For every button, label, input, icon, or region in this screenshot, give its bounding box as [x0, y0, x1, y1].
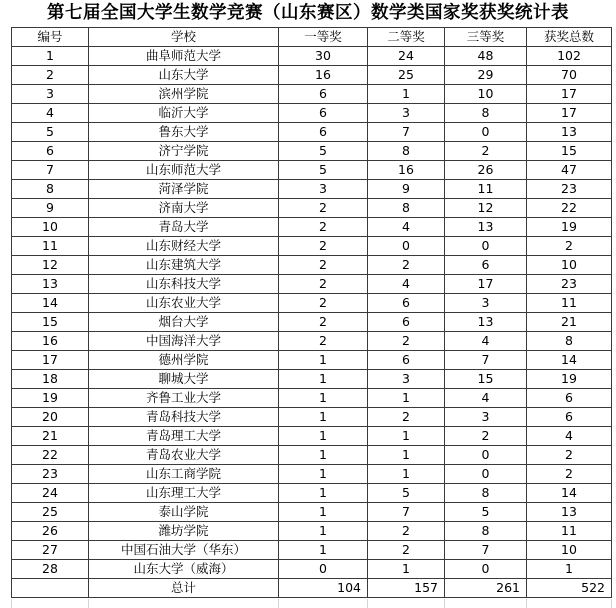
cell-school[interactable]: 鲁东大学 — [89, 123, 279, 142]
cell-total[interactable]: 13 — [527, 123, 612, 142]
cell-second-prize[interactable]: 7 — [368, 123, 445, 142]
cell-no[interactable]: 19 — [12, 389, 89, 408]
cell-school[interactable]: 曲阜师范大学 — [89, 47, 279, 66]
page-title: 第七届全国大学生数学竞赛（山东赛区）数学类国家奖获奖统计表 — [47, 3, 569, 23]
cell-second-prize[interactable]: 1 — [368, 427, 445, 446]
cell-third-prize[interactable]: 3 — [445, 408, 527, 427]
totals-first-prize[interactable]: 104 — [279, 579, 368, 598]
cell-first-prize[interactable]: 2 — [279, 294, 368, 313]
cell-first-prize[interactable]: 2 — [279, 218, 368, 237]
table-row — [12, 541, 612, 560]
cell-second-prize[interactable]: 24 — [368, 47, 445, 66]
cell-second-prize[interactable]: 1 — [368, 465, 445, 484]
cell-third-prize[interactable]: 13 — [445, 218, 527, 237]
cell-school[interactable]: 烟台大学 — [89, 313, 279, 332]
cell-school[interactable]: 滨州学院 — [89, 85, 279, 104]
cell-no[interactable]: 7 — [12, 161, 89, 180]
cell-second-prize[interactable]: 3 — [368, 104, 445, 123]
cell-second-prize[interactable]: 9 — [368, 180, 445, 199]
cell-school[interactable]: 山东科技大学 — [89, 275, 279, 294]
cell-no[interactable]: 4 — [12, 104, 89, 123]
cell-second-prize[interactable]: 2 — [368, 522, 445, 541]
cell-second-prize[interactable]: 5 — [368, 484, 445, 503]
cell-third-prize[interactable]: 0 — [445, 237, 527, 256]
cell-school[interactable]: 德州学院 — [89, 351, 279, 370]
cell-school[interactable]: 聊城大学 — [89, 370, 279, 389]
cell-total[interactable]: 22 — [527, 199, 612, 218]
cell-school[interactable]: 山东大学 — [89, 66, 279, 85]
cell-first-prize[interactable]: 5 — [279, 161, 368, 180]
cell-third-prize[interactable]: 48 — [445, 47, 527, 66]
cell-school[interactable]: 济宁学院 — [89, 142, 279, 161]
cell-no[interactable]: 1 — [12, 47, 89, 66]
table-row — [12, 161, 612, 180]
cell-second-prize[interactable]: 1 — [368, 560, 445, 579]
cell-total[interactable]: 47 — [527, 161, 612, 180]
column-header-no[interactable]: 编号 — [12, 28, 89, 47]
cell-total[interactable]: 14 — [527, 484, 612, 503]
header-row — [12, 28, 612, 47]
table-row — [12, 446, 612, 465]
cell-no[interactable]: 22 — [12, 446, 89, 465]
column-header-total[interactable]: 获奖总数 — [527, 28, 612, 47]
cell-total[interactable]: 70 — [527, 66, 612, 85]
cell-no[interactable]: 24 — [12, 484, 89, 503]
cell-first-prize[interactable]: 1 — [279, 503, 368, 522]
cell-total[interactable]: 19 — [527, 218, 612, 237]
cell-no[interactable]: 2 — [12, 66, 89, 85]
cell-total[interactable]: 11 — [527, 294, 612, 313]
cell-total[interactable]: 2 — [527, 465, 612, 484]
cell-third-prize[interactable]: 13 — [445, 313, 527, 332]
cell-no[interactable]: 13 — [12, 275, 89, 294]
column-header-school[interactable]: 学校 — [89, 28, 279, 47]
table-row — [12, 85, 612, 104]
cell-no[interactable]: 17 — [12, 351, 89, 370]
cell-no[interactable]: 8 — [12, 180, 89, 199]
cell-no[interactable]: 15 — [12, 313, 89, 332]
cell-second-prize[interactable]: 1 — [368, 446, 445, 465]
cell-second-prize[interactable]: 2 — [368, 541, 445, 560]
cell-school[interactable]: 中国石油大学（华东） — [89, 541, 279, 560]
cell-third-prize[interactable]: 7 — [445, 351, 527, 370]
cell-no[interactable]: 9 — [12, 199, 89, 218]
table-row — [12, 199, 612, 218]
cell-third-prize[interactable]: 2 — [445, 427, 527, 446]
cell-first-prize[interactable]: 1 — [279, 389, 368, 408]
table-row — [12, 351, 612, 370]
cell-second-prize[interactable]: 8 — [368, 199, 445, 218]
cell-total[interactable]: 10 — [527, 541, 612, 560]
cell-second-prize[interactable]: 3 — [368, 370, 445, 389]
table-row — [12, 503, 612, 522]
cell-first-prize[interactable]: 1 — [279, 484, 368, 503]
cell-no[interactable]: 26 — [12, 522, 89, 541]
cell-first-prize[interactable]: 30 — [279, 47, 368, 66]
cell-first-prize[interactable]: 2 — [279, 313, 368, 332]
cell-second-prize[interactable]: 4 — [368, 275, 445, 294]
table-row — [12, 370, 612, 389]
cell-total[interactable]: 6 — [527, 389, 612, 408]
cell-second-prize[interactable]: 25 — [368, 66, 445, 85]
cell-no[interactable]: 12 — [12, 256, 89, 275]
cell-third-prize[interactable]: 17 — [445, 275, 527, 294]
table-row — [12, 484, 612, 503]
totals-row — [12, 579, 612, 598]
cell-first-prize[interactable]: 6 — [279, 85, 368, 104]
cell-first-prize[interactable]: 1 — [279, 408, 368, 427]
table-row — [12, 142, 612, 161]
cell-school[interactable]: 山东理工大学 — [89, 484, 279, 503]
cell-first-prize[interactable]: 1 — [279, 522, 368, 541]
table-row — [12, 313, 612, 332]
table-row — [12, 332, 612, 351]
cell-second-prize[interactable]: 6 — [368, 351, 445, 370]
cell-first-prize[interactable]: 2 — [279, 237, 368, 256]
cell-school[interactable]: 青岛大学 — [89, 218, 279, 237]
table-row — [12, 427, 612, 446]
cell-third-prize[interactable]: 4 — [445, 332, 527, 351]
cell-total[interactable]: 8 — [527, 332, 612, 351]
cell-school[interactable]: 山东大学（威海） — [89, 560, 279, 579]
cell-no[interactable]: 14 — [12, 294, 89, 313]
cell-school[interactable]: 青岛科技大学 — [89, 408, 279, 427]
cell-total[interactable]: 15 — [527, 142, 612, 161]
cell-third-prize[interactable]: 2 — [445, 142, 527, 161]
cell-no[interactable]: 6 — [12, 142, 89, 161]
cell-school[interactable]: 齐鲁工业大学 — [89, 389, 279, 408]
cell-no[interactable]: 16 — [12, 332, 89, 351]
cell-third-prize[interactable]: 26 — [445, 161, 527, 180]
cell-total[interactable]: 10 — [527, 256, 612, 275]
cell-third-prize[interactable]: 6 — [445, 256, 527, 275]
table-row — [12, 237, 612, 256]
totals-label[interactable]: 总计 — [89, 579, 279, 598]
cell-school[interactable]: 济南大学 — [89, 199, 279, 218]
cell-third-prize[interactable]: 0 — [445, 465, 527, 484]
cell-no[interactable]: 23 — [12, 465, 89, 484]
cell-school[interactable]: 山东工商学院 — [89, 465, 279, 484]
cell-third-prize[interactable]: 11 — [445, 180, 527, 199]
cell-second-prize[interactable]: 2 — [368, 332, 445, 351]
column-header-second-prize[interactable]: 二等奖 — [368, 28, 445, 47]
cell-third-prize[interactable]: 0 — [445, 560, 527, 579]
cell-no[interactable]: 27 — [12, 541, 89, 560]
cell-third-prize[interactable]: 7 — [445, 541, 527, 560]
cell-third-prize[interactable]: 0 — [445, 123, 527, 142]
cell-first-prize[interactable]: 1 — [279, 541, 368, 560]
cell-school[interactable]: 山东师范大学 — [89, 161, 279, 180]
cell-first-prize[interactable]: 2 — [279, 332, 368, 351]
cell-second-prize[interactable]: 16 — [368, 161, 445, 180]
cell-no[interactable]: 20 — [12, 408, 89, 427]
cell-total[interactable]: 23 — [527, 275, 612, 294]
cell-school[interactable]: 山东财经大学 — [89, 237, 279, 256]
cell-second-prize[interactable]: 8 — [368, 142, 445, 161]
table-row — [12, 294, 612, 313]
cell-total[interactable]: 17 — [527, 85, 612, 104]
cell-second-prize[interactable]: 6 — [368, 294, 445, 313]
cell-third-prize[interactable]: 12 — [445, 199, 527, 218]
cell-total[interactable]: 1 — [527, 560, 612, 579]
totals-third-prize[interactable]: 261 — [445, 579, 527, 598]
table-row — [12, 218, 612, 237]
cell-total[interactable]: 2 — [527, 237, 612, 256]
table-row — [12, 522, 612, 541]
cell-first-prize[interactable]: 16 — [279, 66, 368, 85]
cell-no[interactable]: 11 — [12, 237, 89, 256]
cell-total[interactable]: 14 — [527, 351, 612, 370]
cell-total[interactable]: 4 — [527, 427, 612, 446]
awards-table — [11, 27, 612, 598]
cell-no[interactable]: 10 — [12, 218, 89, 237]
table-row — [12, 104, 612, 123]
table-row — [12, 123, 612, 142]
cell-school[interactable]: 青岛理工大学 — [89, 427, 279, 446]
cell-first-prize[interactable]: 1 — [279, 446, 368, 465]
totals-second-prize[interactable]: 157 — [368, 579, 445, 598]
cell-total[interactable]: 17 — [527, 104, 612, 123]
cell-school[interactable]: 山东农业大学 — [89, 294, 279, 313]
cell-first-prize[interactable]: 0 — [279, 560, 368, 579]
cell-first-prize[interactable]: 2 — [279, 275, 368, 294]
cell-total[interactable]: 19 — [527, 370, 612, 389]
totals-total[interactable]: 522 — [527, 579, 612, 598]
cell-school[interactable]: 菏泽学院 — [89, 180, 279, 199]
cell-school[interactable]: 临沂大学 — [89, 104, 279, 123]
cell-second-prize[interactable]: 1 — [368, 85, 445, 104]
cell-third-prize[interactable]: 5 — [445, 503, 527, 522]
cell-total[interactable]: 2 — [527, 446, 612, 465]
cell-third-prize[interactable]: 15 — [445, 370, 527, 389]
cell-third-prize[interactable]: 8 — [445, 484, 527, 503]
cell-second-prize[interactable]: 1 — [368, 389, 445, 408]
cell-no[interactable]: 18 — [12, 370, 89, 389]
cell-school[interactable]: 山东建筑大学 — [89, 256, 279, 275]
cell-first-prize[interactable]: 1 — [279, 351, 368, 370]
column-header-first-prize[interactable]: 一等奖 — [279, 28, 368, 47]
cell-first-prize[interactable]: 2 — [279, 199, 368, 218]
table-row — [12, 180, 612, 199]
cell-first-prize[interactable]: 6 — [279, 104, 368, 123]
table-row — [12, 47, 612, 66]
spreadsheet-grid-background — [0, 599, 616, 608]
cell-first-prize[interactable]: 1 — [279, 465, 368, 484]
cell-third-prize[interactable]: 8 — [445, 104, 527, 123]
cell-no[interactable]: 5 — [12, 123, 89, 142]
cell-first-prize[interactable]: 2 — [279, 256, 368, 275]
cell-total[interactable]: 102 — [527, 47, 612, 66]
cell-no[interactable]: 3 — [12, 85, 89, 104]
cell-no[interactable]: 28 — [12, 560, 89, 579]
table-row — [12, 389, 612, 408]
table-row — [12, 256, 612, 275]
table-row — [12, 465, 612, 484]
cell-second-prize[interactable]: 7 — [368, 503, 445, 522]
cell-total[interactable]: 11 — [527, 522, 612, 541]
cell-third-prize[interactable]: 3 — [445, 294, 527, 313]
cell-no[interactable]: 21 — [12, 427, 89, 446]
totals-no-cell[interactable] — [12, 579, 89, 598]
cell-third-prize[interactable]: 10 — [445, 85, 527, 104]
table-row — [12, 275, 612, 294]
cell-first-prize[interactable]: 6 — [279, 123, 368, 142]
cell-first-prize[interactable]: 5 — [279, 142, 368, 161]
cell-first-prize[interactable]: 3 — [279, 180, 368, 199]
table-row — [12, 560, 612, 579]
cell-third-prize[interactable]: 29 — [445, 66, 527, 85]
cell-second-prize[interactable]: 6 — [368, 313, 445, 332]
cell-second-prize[interactable]: 2 — [368, 408, 445, 427]
cell-third-prize[interactable]: 0 — [445, 446, 527, 465]
cell-school[interactable]: 中国海洋大学 — [89, 332, 279, 351]
cell-total[interactable]: 23 — [527, 180, 612, 199]
cell-third-prize[interactable]: 4 — [445, 389, 527, 408]
cell-second-prize[interactable]: 0 — [368, 237, 445, 256]
cell-second-prize[interactable]: 2 — [368, 256, 445, 275]
cell-first-prize[interactable]: 1 — [279, 370, 368, 389]
cell-second-prize[interactable]: 4 — [368, 218, 445, 237]
cell-total[interactable]: 21 — [527, 313, 612, 332]
table-row — [12, 66, 612, 85]
table-row — [12, 408, 612, 427]
cell-total[interactable]: 6 — [527, 408, 612, 427]
cell-no[interactable]: 25 — [12, 503, 89, 522]
cell-first-prize[interactable]: 1 — [279, 427, 368, 446]
cell-school[interactable]: 青岛农业大学 — [89, 446, 279, 465]
cell-third-prize[interactable]: 8 — [445, 522, 527, 541]
cell-total[interactable]: 13 — [527, 503, 612, 522]
column-header-third-prize[interactable]: 三等奖 — [445, 28, 527, 47]
cell-school[interactable]: 泰山学院 — [89, 503, 279, 522]
cell-school[interactable]: 潍坊学院 — [89, 522, 279, 541]
